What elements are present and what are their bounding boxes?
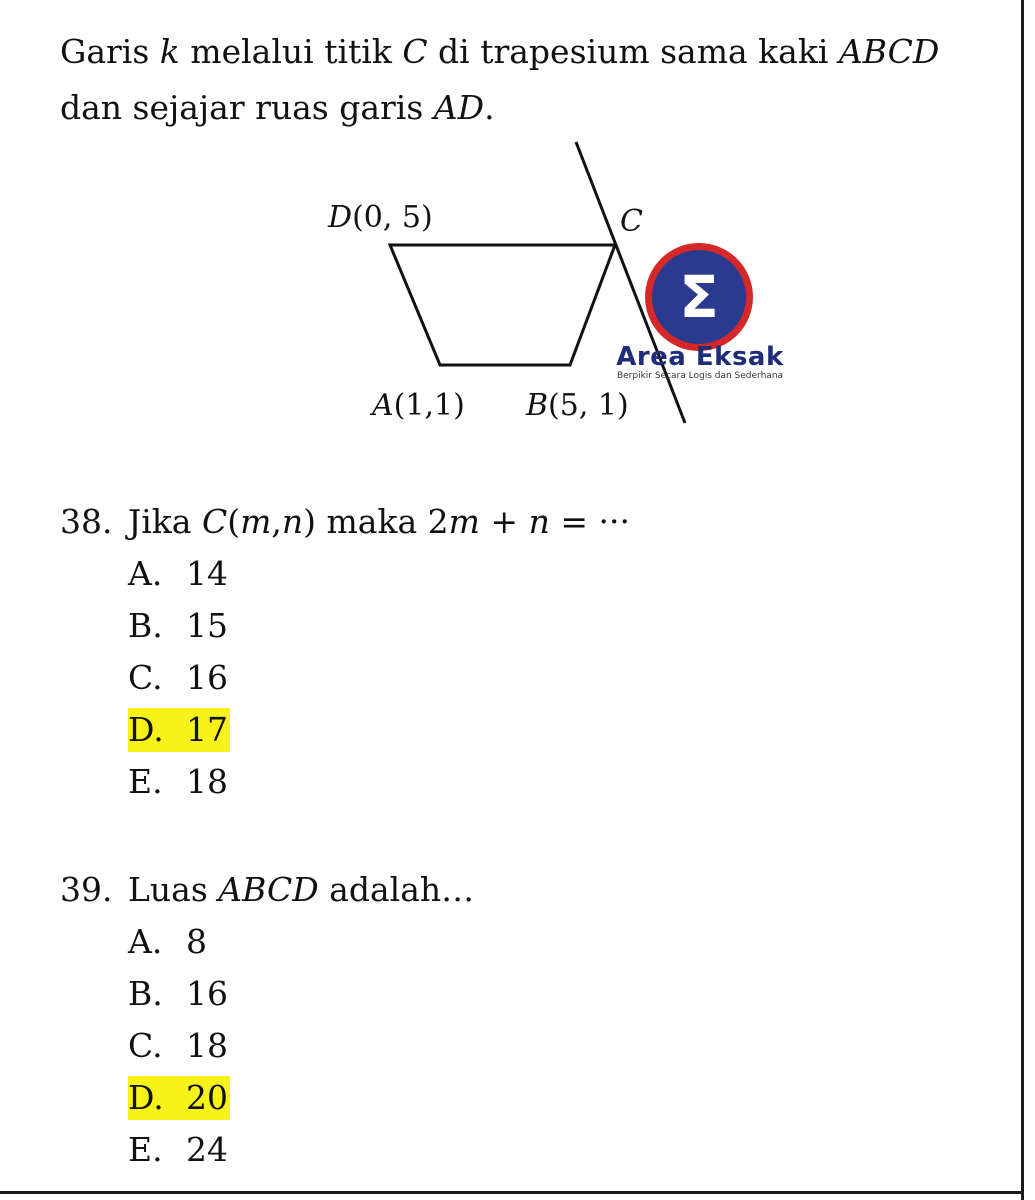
sigma-icon: Σ: [679, 263, 719, 331]
question-39-options: [128, 916, 230, 1176]
option-a[interactable]: A. 14: [128, 554, 228, 593]
logo-title: Area Eksak: [616, 342, 784, 372]
option-b[interactable]: B. 16: [128, 974, 228, 1013]
question-38-stem: 38. Jika C(m,n) maka 2m + n = ···: [60, 496, 630, 548]
intro-text: Garis: [60, 32, 160, 71]
option-d-highlighted[interactable]: [128, 704, 230, 756]
intro-var-c: C: [402, 32, 428, 71]
intro-text: di trapesium sama kaki: [427, 32, 839, 71]
problem-intro: [60, 24, 1000, 136]
option-e[interactable]: E. 18: [128, 762, 228, 801]
option-b[interactable]: B. 15: [128, 606, 228, 645]
page-border-right: [1021, 0, 1024, 1200]
intro-var-k: k: [159, 32, 180, 71]
intro-var-ad: AD: [433, 88, 485, 127]
option-a[interactable]: A. 8: [128, 922, 207, 961]
question-39-stem: 39. Luas ABCD adalah…: [60, 864, 474, 916]
question-number: 39.: [60, 870, 113, 909]
intro-text: dan sejajar ruas garis: [60, 88, 434, 127]
answer-highlight: D. 20: [128, 1076, 230, 1120]
label-c: C: [620, 204, 643, 239]
question-38-options: [128, 548, 230, 808]
trapezoid-abcd: [390, 245, 615, 365]
intro-text: melalui titik: [179, 32, 403, 71]
intro-var-abcd: ABCD: [838, 32, 940, 71]
option-c[interactable]: C. 16: [128, 658, 228, 697]
option-e[interactable]: E. 24: [128, 1130, 228, 1169]
option-c[interactable]: C. 18: [128, 1026, 228, 1065]
page-border-bottom: [0, 1191, 1024, 1194]
area-eksak-logo: [610, 240, 790, 390]
logo-disc: [652, 250, 746, 344]
question-number: 38.: [60, 502, 113, 541]
logo-ring: [645, 243, 753, 351]
logo-subtitle: Berpikir Secara Logis dan Sederhana: [616, 371, 784, 381]
answer-highlight: D. 17: [128, 708, 230, 752]
label-b: B(5, 1): [526, 388, 629, 423]
intro-text: .: [484, 88, 495, 127]
option-d-highlighted[interactable]: [128, 1072, 230, 1124]
label-a: A(1,1): [372, 388, 465, 423]
label-d: D(0, 5): [328, 200, 433, 235]
